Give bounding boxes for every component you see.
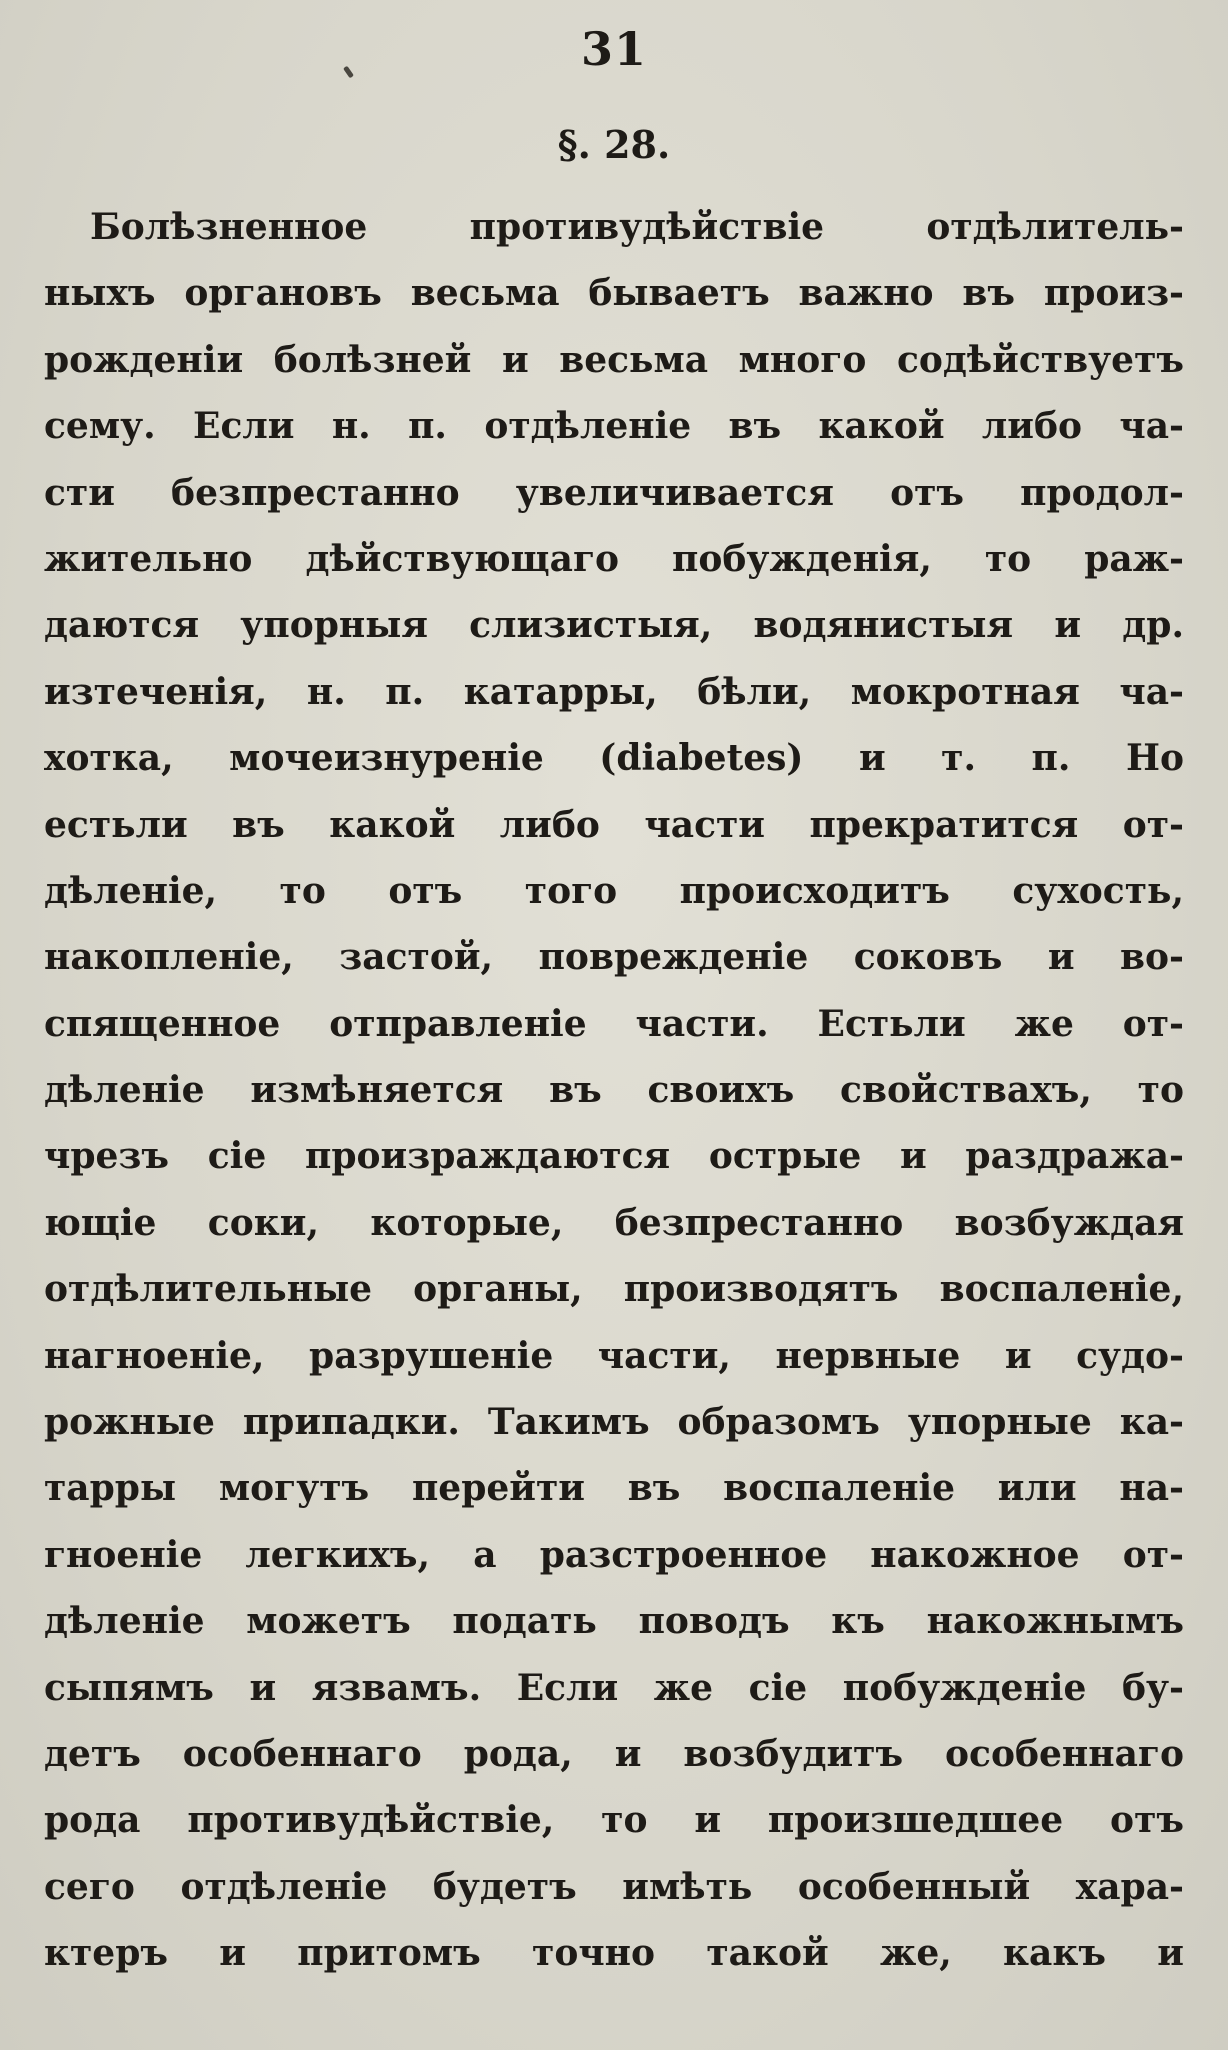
text-line: естьли въ какой либо части прекратится от- — [44, 803, 1184, 846]
text-line: изтеченія, н. п. катарры, бѣли, мокротная ча- — [44, 670, 1184, 713]
text-line: дѣленіе можетъ подать поводъ къ накожнымъ — [44, 1600, 1184, 1643]
text-line: ныхъ органовъ весьма бываетъ важно въ произ- — [44, 272, 1184, 315]
text-line: чрезъ сіе произраждаются острые и раздража- — [44, 1135, 1184, 1178]
text-line: даются упорныя слизистыя, водянистыя и др. — [44, 604, 1184, 647]
text-line: спященное отправленіе части. Естьли же от- — [44, 1002, 1184, 1045]
text-line: жительно дѣйствующаго побужденія, то раж- — [44, 537, 1184, 580]
text-line: нагноеніе, разрушеніе части, нервные и судо- — [44, 1334, 1184, 1377]
text-line: сего отдѣленіе будетъ имѣть особенный хара- — [44, 1865, 1184, 1908]
text-line: сти безпрестанно увеличивается отъ продол- — [44, 471, 1184, 514]
body-text — [44, 194, 1184, 1987]
text-line: рожные припадки. Такимъ образомъ упорные ка- — [44, 1401, 1184, 1444]
text-line: дѣленіе измѣняется въ своихъ свойствахъ, то — [44, 1069, 1184, 1112]
text-line: сему. Если н. п. отдѣленіе въ какой либо ча- — [44, 405, 1184, 448]
text-line: сыпямъ и язвамъ. Если же сіе побужденіе бу- — [44, 1666, 1184, 1709]
text-line: ктеръ и притомъ точно такой же, какъ и — [44, 1932, 1184, 1975]
text-line: хотка, мочеизнуреніе (diabetes) и т. п. Но — [44, 737, 1184, 780]
section-heading: §. 28. — [557, 122, 671, 167]
text-line: гноеніе легкихъ, а разстроенное накожное от- — [44, 1533, 1184, 1576]
text-line: ющіе соки, которые, безпрестанно возбуждая — [44, 1201, 1184, 1244]
text-line: отдѣлительные органы, производятъ воспаленіе, — [44, 1268, 1184, 1311]
text-line: накопленіе, застой, поврежденіе соковъ и во- — [44, 936, 1184, 979]
text-line: рожденіи болѣзней и весьма много содѣйствуетъ — [44, 338, 1184, 381]
text-line: детъ особеннаго рода, и возбудитъ особеннаго — [44, 1732, 1184, 1775]
text-line: рода противудѣйствіе, то и произшедшее отъ — [44, 1799, 1184, 1842]
text-line: тарры могутъ перейти въ воспаленіе или на- — [44, 1467, 1184, 1510]
page-number: 31 — [580, 22, 647, 76]
text-line: Болѣзненное противудѣйствіе отдѣлитель- — [90, 206, 1184, 248]
text-line: дѣленіе, то отъ того происходитъ сухость, — [44, 869, 1184, 912]
